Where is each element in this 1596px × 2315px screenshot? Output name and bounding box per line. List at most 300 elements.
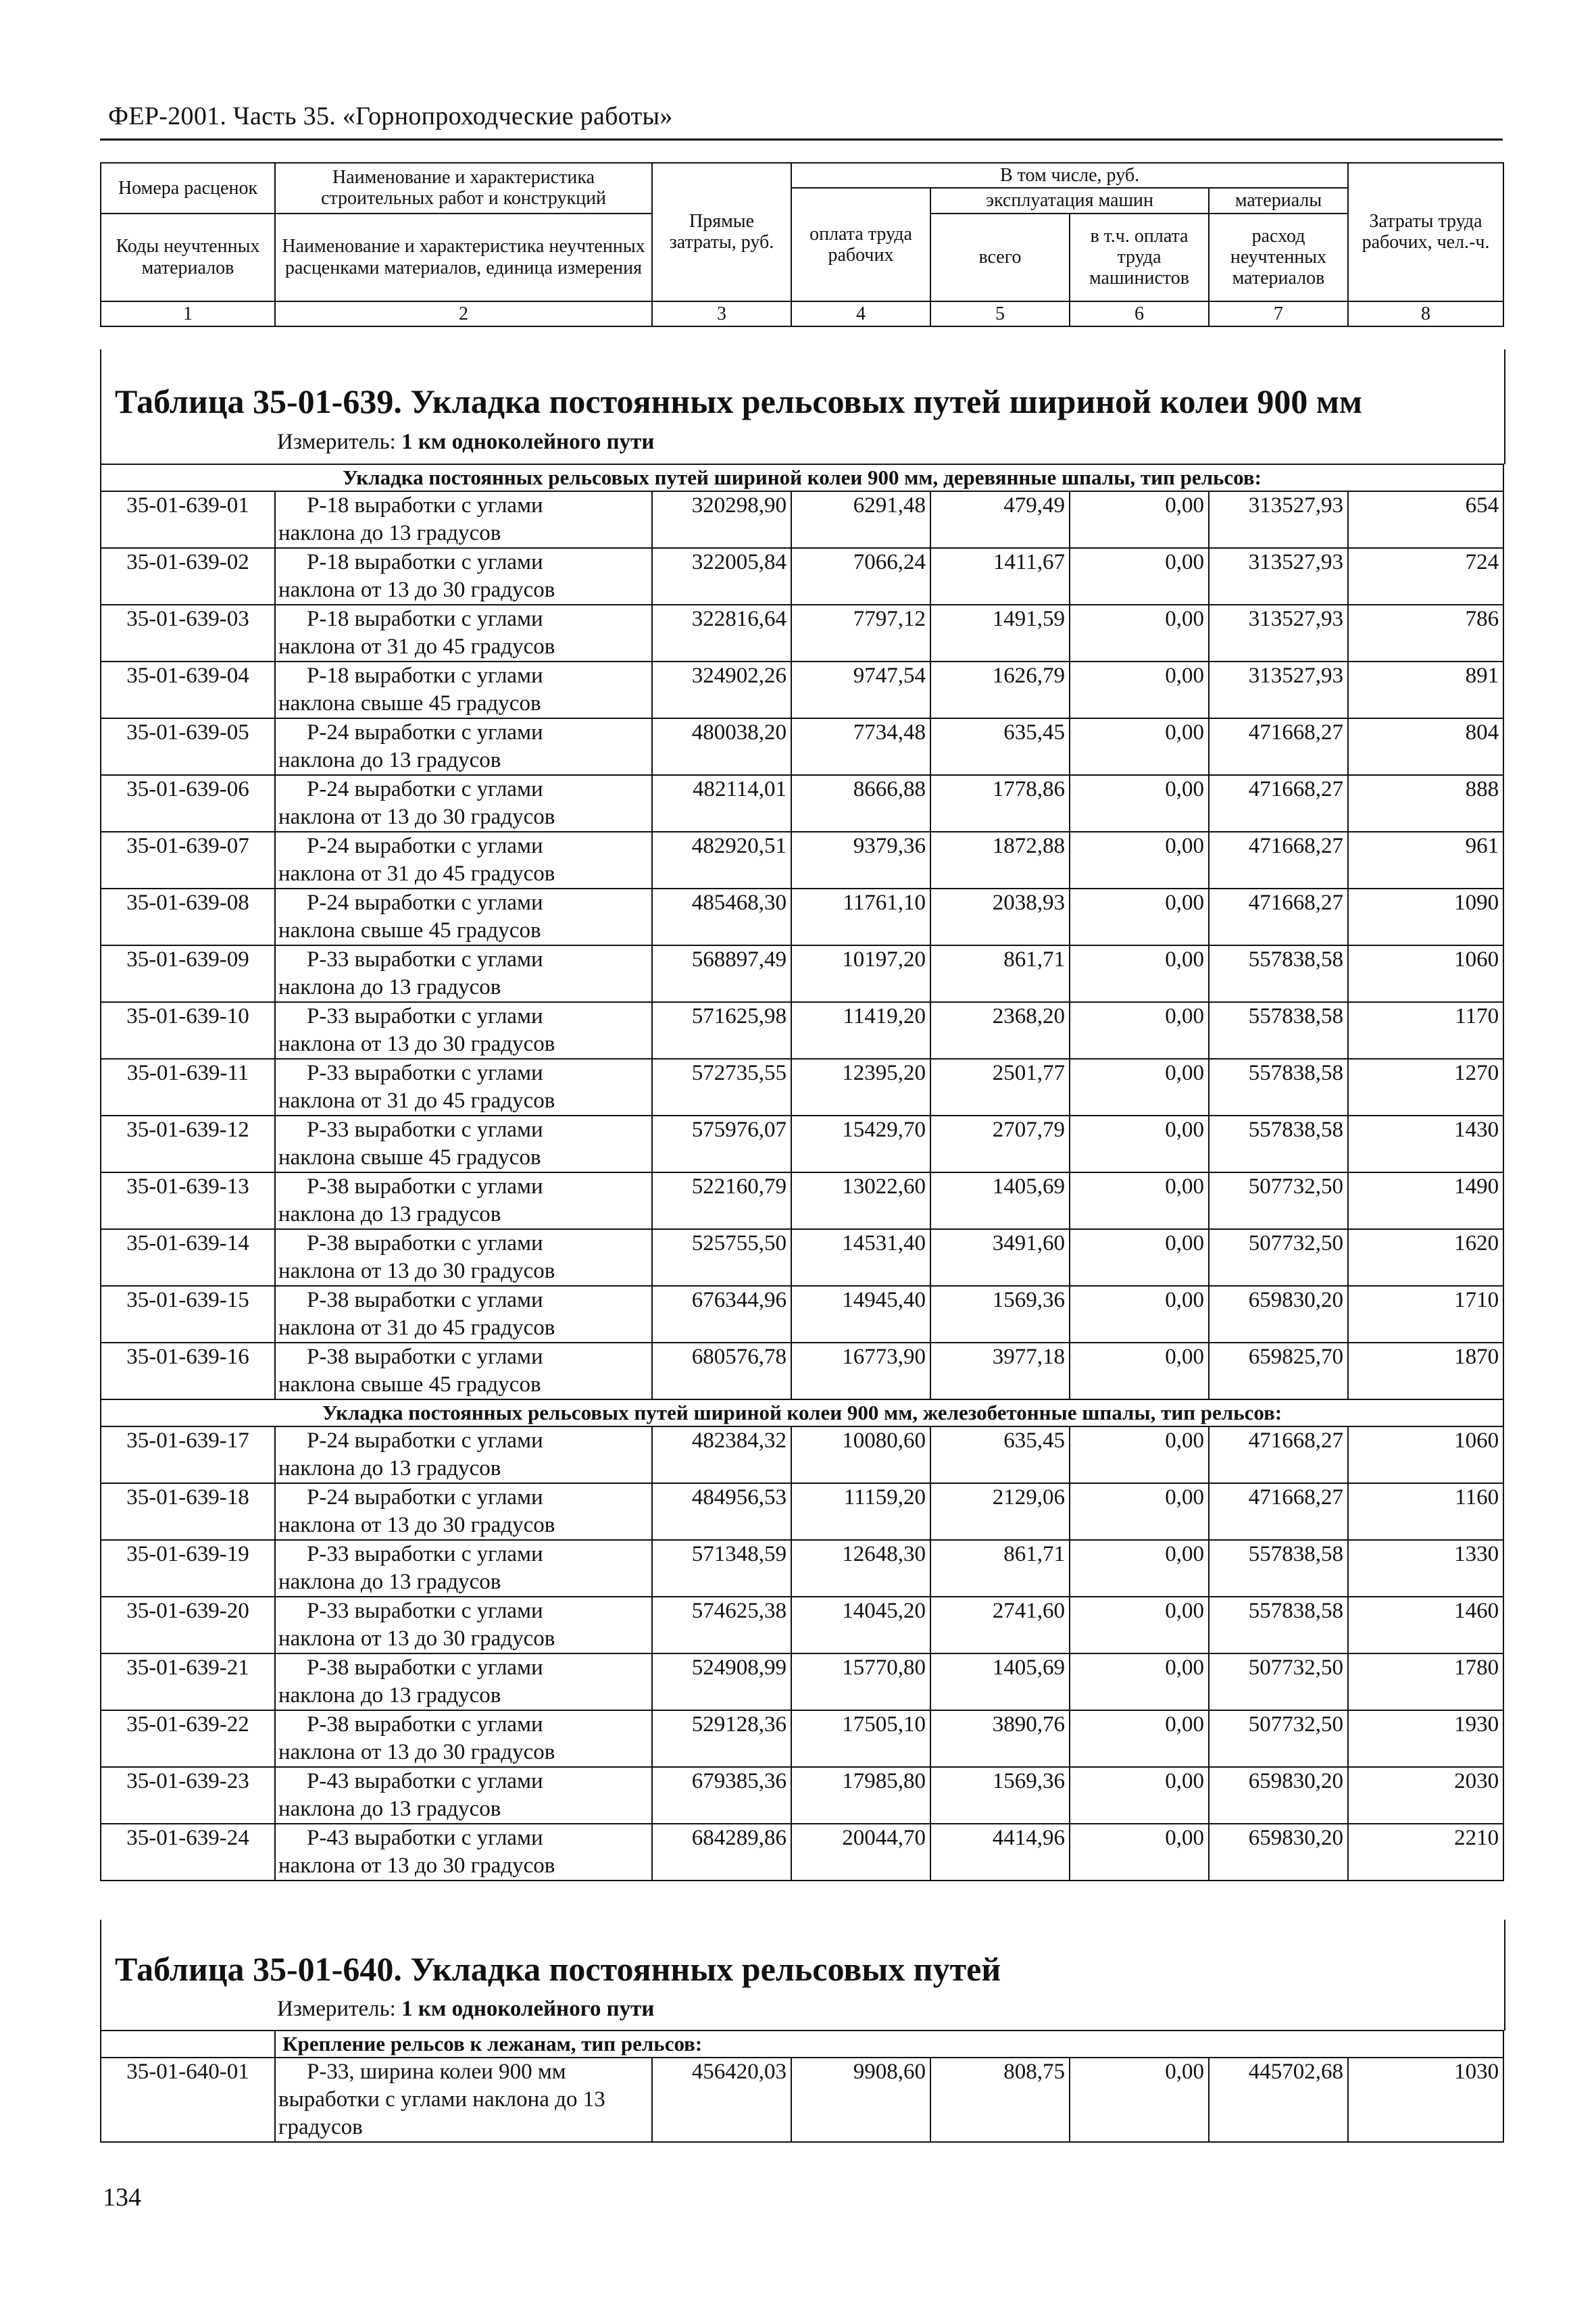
direct-costs: 525755,50	[652, 1229, 791, 1286]
machines-total: 479,49	[930, 491, 1070, 548]
group-label: Укладка постоянных рельсовых путей шириной колеи 900 мм, деревянные шпалы, тип рельсов:	[101, 464, 1503, 491]
table2-group-label: Крепление рельсов к лежанам, тип рельсов:	[275, 2031, 1503, 2058]
header-labor-hours: Затраты труда рабочих, чел.-ч.	[1348, 163, 1503, 301]
description-line: наклона свыше 45 градусов	[278, 1145, 541, 1170]
materials-cost: 507732,50	[1209, 1710, 1348, 1767]
description-line: наклона свыше 45 градусов	[278, 918, 541, 943]
worker-wages: 15770,80	[791, 1653, 930, 1710]
rate-code: 35-01-639-10	[101, 1002, 275, 1059]
table-row	[101, 1229, 1503, 1286]
header-including: В том числе, руб.	[791, 163, 1348, 188]
rate-description	[275, 1343, 652, 1399]
machines-total: 2368,20	[930, 1002, 1070, 1059]
header-rates-number: Номера расценок	[101, 163, 275, 214]
labor-hours: 2210	[1348, 1824, 1503, 1881]
materials-cost: 471668,27	[1209, 1483, 1348, 1540]
operator-wages: 0,00	[1070, 1172, 1209, 1229]
description-line: Р-33 выработки с углами	[307, 947, 543, 972]
description-line: наклона до 13 градусов	[278, 975, 501, 999]
table-row	[101, 1653, 1503, 1710]
header-machines-total: всего	[930, 214, 1070, 301]
rate-description	[275, 2058, 652, 2142]
labor-hours: 1460	[1348, 1597, 1503, 1653]
header-material-codes: Коды неучтенных материалов	[101, 214, 275, 301]
direct-costs: 574625,38	[652, 1597, 791, 1653]
labor-hours: 2030	[1348, 1767, 1503, 1824]
col-num-6: 6	[1070, 301, 1209, 326]
operator-wages: 0,00	[1070, 1116, 1209, 1172]
rate-description	[275, 889, 652, 945]
operator-wages: 0,00	[1070, 662, 1209, 718]
worker-wages: 7797,12	[791, 605, 930, 662]
operator-wages: 0,00	[1070, 1710, 1209, 1767]
direct-costs: 575976,07	[652, 1116, 791, 1172]
table-row	[101, 889, 1503, 945]
labor-hours: 1330	[1348, 1540, 1503, 1597]
col-num-4: 4	[791, 301, 930, 326]
description-line: Р-24 выработки с углами	[307, 891, 543, 915]
table1-title: Таблица 35-01-639. Укладка постоянных рельсовых путей шириной колеи 900 мм	[115, 382, 1363, 420]
rate-description	[275, 1653, 652, 1710]
rate-description	[275, 491, 652, 548]
materials-cost: 557838,58	[1209, 1002, 1348, 1059]
description-line: наклона от 13 до 30 градусов	[278, 1259, 555, 1283]
rate-code: 35-01-640-01	[101, 2058, 275, 2142]
rate-description	[275, 548, 652, 605]
direct-costs: 676344,96	[652, 1286, 791, 1343]
rate-description	[275, 1597, 652, 1653]
header-material-names: Наименование и характеристика неучтенных расценками материалов, единица измерения	[275, 214, 652, 301]
rate-code: 35-01-639-09	[101, 945, 275, 1002]
materials-cost: 471668,27	[1209, 832, 1348, 889]
description-line: наклона от 13 до 30 градусов	[278, 1626, 555, 1651]
operator-wages: 0,00	[1070, 1002, 1209, 1059]
table-row	[101, 1710, 1503, 1767]
operator-wages: 0,00	[1070, 548, 1209, 605]
worker-wages: 12648,30	[791, 1540, 930, 1597]
rate-code: 35-01-639-08	[101, 889, 275, 945]
table1-meter	[277, 430, 654, 455]
description-line: наклона до 13 градусов	[278, 1202, 501, 1226]
rate-code: 35-01-639-07	[101, 832, 275, 889]
table-row	[101, 1286, 1503, 1343]
direct-costs: 456420,03	[652, 2058, 791, 2142]
labor-hours: 1160	[1348, 1483, 1503, 1540]
rate-code: 35-01-639-19	[101, 1540, 275, 1597]
rate-description	[275, 605, 652, 662]
worker-wages: 9747,54	[791, 662, 930, 718]
worker-wages: 20044,70	[791, 1824, 930, 1881]
machines-total: 2129,06	[930, 1483, 1070, 1540]
table-row	[101, 718, 1503, 775]
description-line: наклона от 13 до 30 градусов	[278, 1853, 555, 1878]
rate-description	[275, 1824, 652, 1881]
operator-wages: 0,00	[1070, 832, 1209, 889]
rate-description	[275, 1767, 652, 1824]
description-line: наклона от 31 до 45 градусов	[278, 634, 555, 659]
worker-wages: 11419,20	[791, 1002, 930, 1059]
description-line: Р-33 выработки с углами	[307, 1118, 543, 1142]
group-header-row	[101, 1399, 1503, 1426]
description-line: наклона свыше 45 градусов	[278, 1372, 541, 1397]
rate-code: 35-01-639-05	[101, 718, 275, 775]
direct-costs: 684289,86	[652, 1824, 791, 1881]
description-line: Р-24 выработки с углами	[307, 720, 543, 745]
labor-hours: 888	[1348, 775, 1503, 832]
description-line: наклона до 13 градусов	[278, 1683, 501, 1708]
rate-description	[275, 1059, 652, 1116]
worker-wages: 12395,20	[791, 1059, 930, 1116]
machines-total: 861,71	[930, 945, 1070, 1002]
labor-hours: 654	[1348, 491, 1503, 548]
worker-wages: 11159,20	[791, 1483, 930, 1540]
operator-wages: 0,00	[1070, 491, 1209, 548]
operator-wages: 0,00	[1070, 605, 1209, 662]
description-line: наклона от 31 до 45 градусов	[278, 1316, 555, 1340]
machines-total: 1411,67	[930, 548, 1070, 605]
table-row	[101, 1597, 1503, 1653]
direct-costs: 679385,36	[652, 1767, 791, 1824]
labor-hours: 724	[1348, 548, 1503, 605]
col-num-7: 7	[1209, 301, 1348, 326]
worker-wages: 17985,80	[791, 1767, 930, 1824]
labor-hours: 1090	[1348, 889, 1503, 945]
materials-cost: 507732,50	[1209, 1229, 1348, 1286]
rate-code: 35-01-639-02	[101, 548, 275, 605]
machines-total: 3491,60	[930, 1229, 1070, 1286]
table2-title: Таблица 35-01-640. Укладка постоянных рельсовых путей	[115, 1950, 1001, 1988]
description-line: наклона от 13 до 30 градусов	[278, 1032, 555, 1056]
labor-hours: 1620	[1348, 1229, 1503, 1286]
description-line: наклона от 13 до 30 градусов	[278, 1740, 555, 1764]
rate-description	[275, 1116, 652, 1172]
table-row	[101, 605, 1503, 662]
col-num-8: 8	[1348, 301, 1503, 326]
worker-wages: 11761,10	[791, 889, 930, 945]
labor-hours: 1030	[1348, 2058, 1503, 2142]
rate-description	[275, 662, 652, 718]
direct-costs: 484956,53	[652, 1483, 791, 1540]
table-row	[101, 1002, 1503, 1059]
materials-cost: 507732,50	[1209, 1172, 1348, 1229]
worker-wages: 16773,90	[791, 1343, 930, 1399]
worker-wages: 14531,40	[791, 1229, 930, 1286]
direct-costs: 322816,64	[652, 605, 791, 662]
worker-wages: 6291,48	[791, 491, 930, 548]
description-line: Р-38 выработки с углами	[307, 1712, 543, 1737]
operator-wages: 0,00	[1070, 1653, 1209, 1710]
meter-label: Измеритель:	[277, 1997, 396, 2021]
description-line: Р-24 выработки с углами	[307, 1485, 543, 1510]
labor-hours: 1780	[1348, 1653, 1503, 1710]
description-line: наклона до 13 градусов	[278, 748, 501, 772]
operator-wages: 0,00	[1070, 1229, 1209, 1286]
worker-wages: 10197,20	[791, 945, 930, 1002]
rate-description	[275, 1710, 652, 1767]
worker-wages: 8666,88	[791, 775, 930, 832]
materials-cost: 445702,68	[1209, 2058, 1348, 2142]
machines-total: 861,71	[930, 1540, 1070, 1597]
description-line: наклона от 31 до 45 градусов	[278, 1089, 555, 1113]
table-row	[101, 1767, 1503, 1824]
description-line: Р-18 выработки с углами	[307, 550, 543, 574]
description-line: наклона от 13 до 30 градусов	[278, 578, 555, 602]
direct-costs: 322005,84	[652, 548, 791, 605]
rate-code: 35-01-639-18	[101, 1483, 275, 1540]
materials-cost: 557838,58	[1209, 1059, 1348, 1116]
operator-wages: 0,00	[1070, 2058, 1209, 2142]
page-number: 134	[103, 2183, 141, 2212]
worker-wages: 17505,10	[791, 1710, 930, 1767]
table-row	[101, 662, 1503, 718]
rate-description	[275, 1483, 652, 1540]
description-line: наклона до 13 градусов	[278, 521, 501, 545]
direct-costs: 482114,01	[652, 775, 791, 832]
header-work-name: Наименование и характеристика строительных работ и конструкций	[275, 163, 652, 214]
materials-cost: 557838,58	[1209, 1116, 1348, 1172]
materials-cost: 471668,27	[1209, 1426, 1348, 1483]
labor-hours: 961	[1348, 832, 1503, 889]
direct-costs: 571348,59	[652, 1540, 791, 1597]
table-row	[101, 1540, 1503, 1597]
labor-hours: 1710	[1348, 1286, 1503, 1343]
description-line: наклона свыше 45 градусов	[278, 691, 541, 716]
description-line: Р-24 выработки с углами	[307, 1428, 543, 1453]
description-line: наклона от 13 до 30 градусов	[278, 1513, 555, 1537]
rate-code: 35-01-639-14	[101, 1229, 275, 1286]
meter-value: 1 км одноколейного пути	[401, 430, 655, 454]
labor-hours: 1930	[1348, 1710, 1503, 1767]
direct-costs: 571625,98	[652, 1002, 791, 1059]
header-worker-wages: оплата труда рабочих	[791, 188, 930, 301]
running-head: ФЕР-2001. Часть 35. «Горнопроходческие работы»	[108, 102, 673, 130]
group-label: Укладка постоянных рельсовых путей шириной колеи 900 мм, железобетонные шпалы, тип рельсов:	[101, 1399, 1503, 1426]
machines-total: 635,45	[930, 1426, 1070, 1483]
machines-total: 1778,86	[930, 775, 1070, 832]
rate-description	[275, 1540, 652, 1597]
labor-hours: 1170	[1348, 1002, 1503, 1059]
worker-wages: 9908,60	[791, 2058, 930, 2142]
machines-total: 1872,88	[930, 832, 1070, 889]
direct-costs: 522160,79	[652, 1172, 791, 1229]
description-line: наклона до 13 градусов	[278, 1797, 501, 1821]
col-num-2: 2	[275, 301, 652, 326]
col-num-5: 5	[930, 301, 1070, 326]
machines-total: 1405,69	[930, 1172, 1070, 1229]
machines-total: 3977,18	[930, 1343, 1070, 1399]
operator-wages: 0,00	[1070, 1426, 1209, 1483]
table-row	[101, 1116, 1503, 1172]
rate-code: 35-01-639-24	[101, 1824, 275, 1881]
rate-description	[275, 1172, 652, 1229]
description-line: Р-43 выработки с углами	[307, 1826, 543, 1850]
materials-cost: 659830,20	[1209, 1824, 1348, 1881]
rate-code: 35-01-639-11	[101, 1059, 275, 1116]
description-line: наклона от 13 до 30 градусов	[278, 805, 555, 829]
rate-code: 35-01-639-01	[101, 491, 275, 548]
materials-cost: 557838,58	[1209, 945, 1348, 1002]
table-row	[101, 548, 1503, 605]
direct-costs: 480038,20	[652, 718, 791, 775]
table-row	[101, 1824, 1503, 1881]
description-line: Р-18 выработки с углами	[307, 664, 543, 688]
rate-code: 35-01-639-16	[101, 1343, 275, 1399]
labor-hours: 786	[1348, 605, 1503, 662]
description-line: Р-38 выработки с углами	[307, 1288, 543, 1312]
worker-wages: 10080,60	[791, 1426, 930, 1483]
direct-costs: 524908,99	[652, 1653, 791, 1710]
machines-total: 2707,79	[930, 1116, 1070, 1172]
machines-total: 1569,36	[930, 1767, 1070, 1824]
description-line: Р-24 выработки с углами	[307, 834, 543, 858]
description-line: выработки с углами наклона до 13	[278, 2087, 605, 2112]
rate-code: 35-01-639-20	[101, 1597, 275, 1653]
header-direct-costs: Прямые затраты, руб.	[652, 163, 791, 301]
operator-wages: 0,00	[1070, 1540, 1209, 1597]
col-num-1: 1	[101, 301, 275, 326]
rate-description	[275, 1286, 652, 1343]
table-row	[101, 1343, 1503, 1399]
header-unaccounted-materials: расход неучтенных материалов	[1209, 214, 1348, 301]
description-line: Р-38 выработки с углами	[307, 1656, 543, 1680]
table2-data	[100, 2030, 1504, 2143]
operator-wages: 0,00	[1070, 1824, 1209, 1881]
rate-code: 35-01-639-17	[101, 1426, 275, 1483]
labor-hours: 1430	[1348, 1116, 1503, 1172]
machines-total: 1626,79	[930, 662, 1070, 718]
rate-code: 35-01-639-12	[101, 1116, 275, 1172]
direct-costs: 680576,78	[652, 1343, 791, 1399]
header-materials: материалы	[1209, 188, 1348, 213]
rate-code: 35-01-639-22	[101, 1710, 275, 1767]
materials-cost: 471668,27	[1209, 775, 1348, 832]
table1-data	[100, 464, 1504, 1881]
description-line: градусов	[278, 2115, 363, 2139]
rate-description	[275, 832, 652, 889]
machines-total: 1569,36	[930, 1286, 1070, 1343]
labor-hours: 1490	[1348, 1172, 1503, 1229]
materials-cost: 471668,27	[1209, 889, 1348, 945]
rate-code: 35-01-639-13	[101, 1172, 275, 1229]
rate-description	[275, 718, 652, 775]
description-line: Р-33 выработки с углами	[307, 1004, 543, 1028]
group-spacer	[101, 2031, 275, 2058]
header-rule	[100, 139, 1503, 141]
table-row	[101, 945, 1503, 1002]
header-operator-wages: в т.ч. оплата труда машинистов	[1070, 214, 1209, 301]
direct-costs: 324902,26	[652, 662, 791, 718]
operator-wages: 0,00	[1070, 1767, 1209, 1824]
table-row	[101, 1059, 1503, 1116]
direct-costs: 529128,36	[652, 1710, 791, 1767]
group-header-row	[101, 464, 1503, 491]
col-num-3: 3	[652, 301, 791, 326]
rate-description	[275, 1229, 652, 1286]
worker-wages: 14945,40	[791, 1286, 930, 1343]
materials-cost: 557838,58	[1209, 1540, 1348, 1597]
description-line: Р-18 выработки с углами	[307, 493, 543, 518]
machines-total: 3890,76	[930, 1710, 1070, 1767]
worker-wages: 15429,70	[791, 1116, 930, 1172]
machines-total: 2038,93	[930, 889, 1070, 945]
rate-code: 35-01-639-04	[101, 662, 275, 718]
table-row	[101, 1172, 1503, 1229]
machines-total: 1405,69	[930, 1653, 1070, 1710]
materials-cost: 313527,93	[1209, 491, 1348, 548]
rate-description	[275, 1002, 652, 1059]
worker-wages: 9379,36	[791, 832, 930, 889]
description-line: Р-33 выработки с углами	[307, 1061, 543, 1085]
machines-total: 4414,96	[930, 1824, 1070, 1881]
rate-description	[275, 945, 652, 1002]
operator-wages: 0,00	[1070, 1483, 1209, 1540]
materials-cost: 659830,20	[1209, 1767, 1348, 1824]
table-row	[101, 491, 1503, 548]
direct-costs: 320298,90	[652, 491, 791, 548]
rate-code: 35-01-639-15	[101, 1286, 275, 1343]
materials-cost: 659825,70	[1209, 1343, 1348, 1399]
description-line: Р-18 выработки с углами	[307, 607, 543, 631]
operator-wages: 0,00	[1070, 889, 1209, 945]
operator-wages: 0,00	[1070, 1286, 1209, 1343]
meter-label: Измеритель:	[277, 430, 396, 454]
rate-code: 35-01-639-03	[101, 605, 275, 662]
description-line: Р-33 выработки с углами	[307, 1542, 543, 1566]
description-line: Р-43 выработки с углами	[307, 1769, 543, 1793]
worker-wages: 14045,20	[791, 1597, 930, 1653]
description-line: Р-38 выработки с углами	[307, 1174, 543, 1199]
operator-wages: 0,00	[1070, 1597, 1209, 1653]
operator-wages: 0,00	[1070, 1343, 1209, 1399]
rate-description	[275, 1426, 652, 1483]
materials-cost: 659830,20	[1209, 1286, 1348, 1343]
direct-costs: 568897,49	[652, 945, 791, 1002]
rate-code: 35-01-639-23	[101, 1767, 275, 1824]
table-row	[101, 1426, 1503, 1483]
machines-total: 1491,59	[930, 605, 1070, 662]
description-line: Р-33, ширина колеи 900 мм	[307, 2060, 566, 2084]
description-line: наклона от 31 до 45 градусов	[278, 862, 555, 886]
table2-meter	[277, 1997, 654, 2022]
description-line: Р-38 выработки с углами	[307, 1345, 543, 1369]
table-row	[101, 1483, 1503, 1540]
rate-code: 35-01-639-06	[101, 775, 275, 832]
labor-hours: 1870	[1348, 1343, 1503, 1399]
operator-wages: 0,00	[1070, 775, 1209, 832]
worker-wages: 7734,48	[791, 718, 930, 775]
operator-wages: 0,00	[1070, 718, 1209, 775]
labor-hours: 804	[1348, 718, 1503, 775]
direct-costs: 482384,32	[652, 1426, 791, 1483]
description-line: наклона до 13 градусов	[278, 1570, 501, 1594]
rate-code: 35-01-639-21	[101, 1653, 275, 1710]
labor-hours: 1060	[1348, 945, 1503, 1002]
header-machine-operation: эксплуатация машин	[930, 188, 1209, 213]
direct-costs: 485468,30	[652, 889, 791, 945]
meter-value: 1 км одноколейного пути	[401, 1997, 655, 2021]
materials-cost: 313527,93	[1209, 548, 1348, 605]
description-line: Р-24 выработки с углами	[307, 777, 543, 801]
worker-wages: 7066,24	[791, 548, 930, 605]
materials-cost: 557838,58	[1209, 1597, 1348, 1653]
machines-total: 635,45	[930, 718, 1070, 775]
worker-wages: 13022,60	[791, 1172, 930, 1229]
description-line: наклона до 13 градусов	[278, 1456, 501, 1480]
operator-wages: 0,00	[1070, 1059, 1209, 1116]
labor-hours: 891	[1348, 662, 1503, 718]
rate-description	[275, 775, 652, 832]
machines-total: 2741,60	[930, 1597, 1070, 1653]
